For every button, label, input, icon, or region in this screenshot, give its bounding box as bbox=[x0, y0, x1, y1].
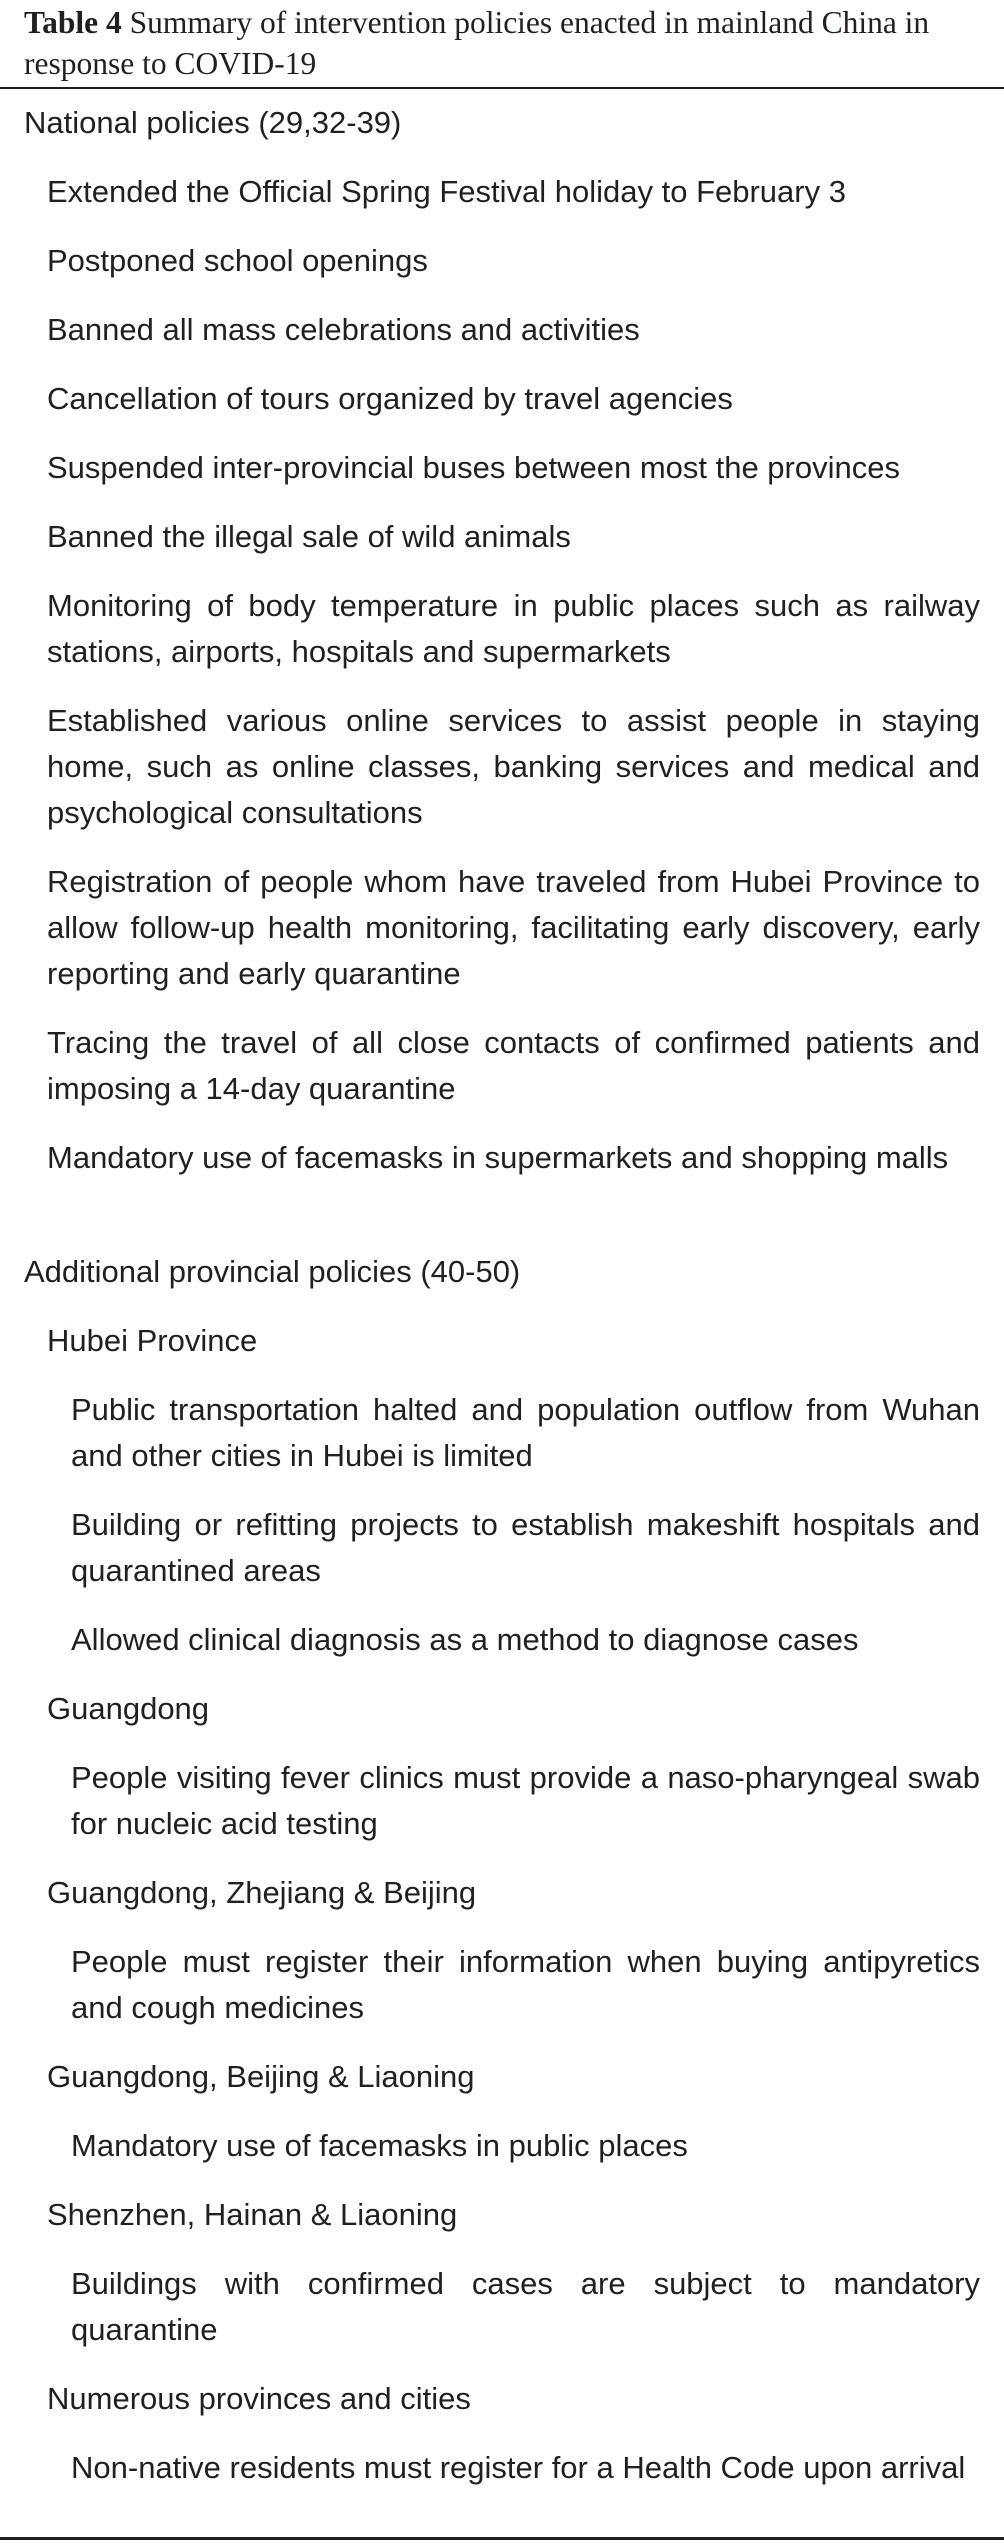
policy-row: Shenzhen, Hainan & Liaoning bbox=[47, 2197, 458, 2232]
policy-row: Tracing the travel of all close contacts of confirmed patients and imposing a 14-day quarantine bbox=[47, 1025, 980, 1106]
sub-policy-row: Buildings with confirmed cases are subject to mandatory quarantine bbox=[71, 2266, 980, 2347]
policy-row: Numerous provinces and cities bbox=[47, 2381, 471, 2416]
policy-row: Extended the Official Spring Festival holiday to February 3 bbox=[47, 174, 846, 209]
policy-row: Suspended inter-provincial buses between most the provinces bbox=[47, 450, 900, 485]
policy-row: Established various online services to assist people in staying home, such as online classes, banking services and medical and psychological consultations bbox=[47, 703, 980, 830]
table-bottom-rule bbox=[0, 2537, 1004, 2540]
policy-row: Hubei Province bbox=[47, 1323, 258, 1358]
table-body bbox=[0, 89, 1004, 2548]
table-caption-text: Summary of intervention policies enacted in mainland China in response to COVID-19 bbox=[24, 5, 930, 81]
table-caption bbox=[0, 0, 980, 88]
table-label: Table 4 bbox=[24, 5, 122, 40]
policy-row: Guangdong bbox=[47, 1691, 210, 1726]
sub-policy-row: People visiting fever clinics must provide a naso-pharyngeal swab for nucleic acid testing bbox=[71, 1760, 980, 1841]
sub-policy-row: Public transportation halted and population outflow from Wuhan and other cities in Hubei is limited bbox=[71, 1392, 980, 1473]
sub-policy-row: Building or refitting projects to establish makeshift hospitals and quarantined areas bbox=[71, 1507, 980, 1588]
policy-row: Cancellation of tours organized by travel agencies bbox=[47, 381, 733, 416]
sub-policy-row: Allowed clinical diagnosis as a method to diagnose cases bbox=[71, 1622, 859, 1657]
policy-row: Monitoring of body temperature in public places such as railway stations, airports, hospitals and supermarkets bbox=[47, 588, 980, 669]
policy-row: Banned the illegal sale of wild animals bbox=[47, 519, 571, 554]
policy-row: Guangdong, Zhejiang & Beijing bbox=[47, 1875, 477, 1910]
sub-policy-row: People must register their information when buying antipyretics and cough medicines bbox=[71, 1944, 980, 2025]
policy-row: Postponed school openings bbox=[47, 243, 428, 278]
sub-policy-row: Mandatory use of facemasks in public places bbox=[71, 2128, 688, 2163]
section-heading-row: National policies (29,32-39) bbox=[24, 105, 402, 140]
policy-row: Registration of people whom have traveled from Hubei Province to allow follow-up health monitoring, facilitating early discovery, early reporting and early quarantine bbox=[47, 864, 980, 991]
sub-policy-row: Non-native residents must register for a Health Code upon arrival bbox=[71, 2450, 966, 2485]
policy-row: Guangdong, Beijing & Liaoning bbox=[47, 2059, 475, 2094]
policy-row: Banned all mass celebrations and activities bbox=[47, 312, 640, 347]
section-heading-row: Additional provincial policies (40-50) bbox=[24, 1254, 521, 1289]
policy-row: Mandatory use of facemasks in supermarkets and shopping malls bbox=[47, 1140, 949, 1175]
policy-table bbox=[0, 0, 1004, 88]
